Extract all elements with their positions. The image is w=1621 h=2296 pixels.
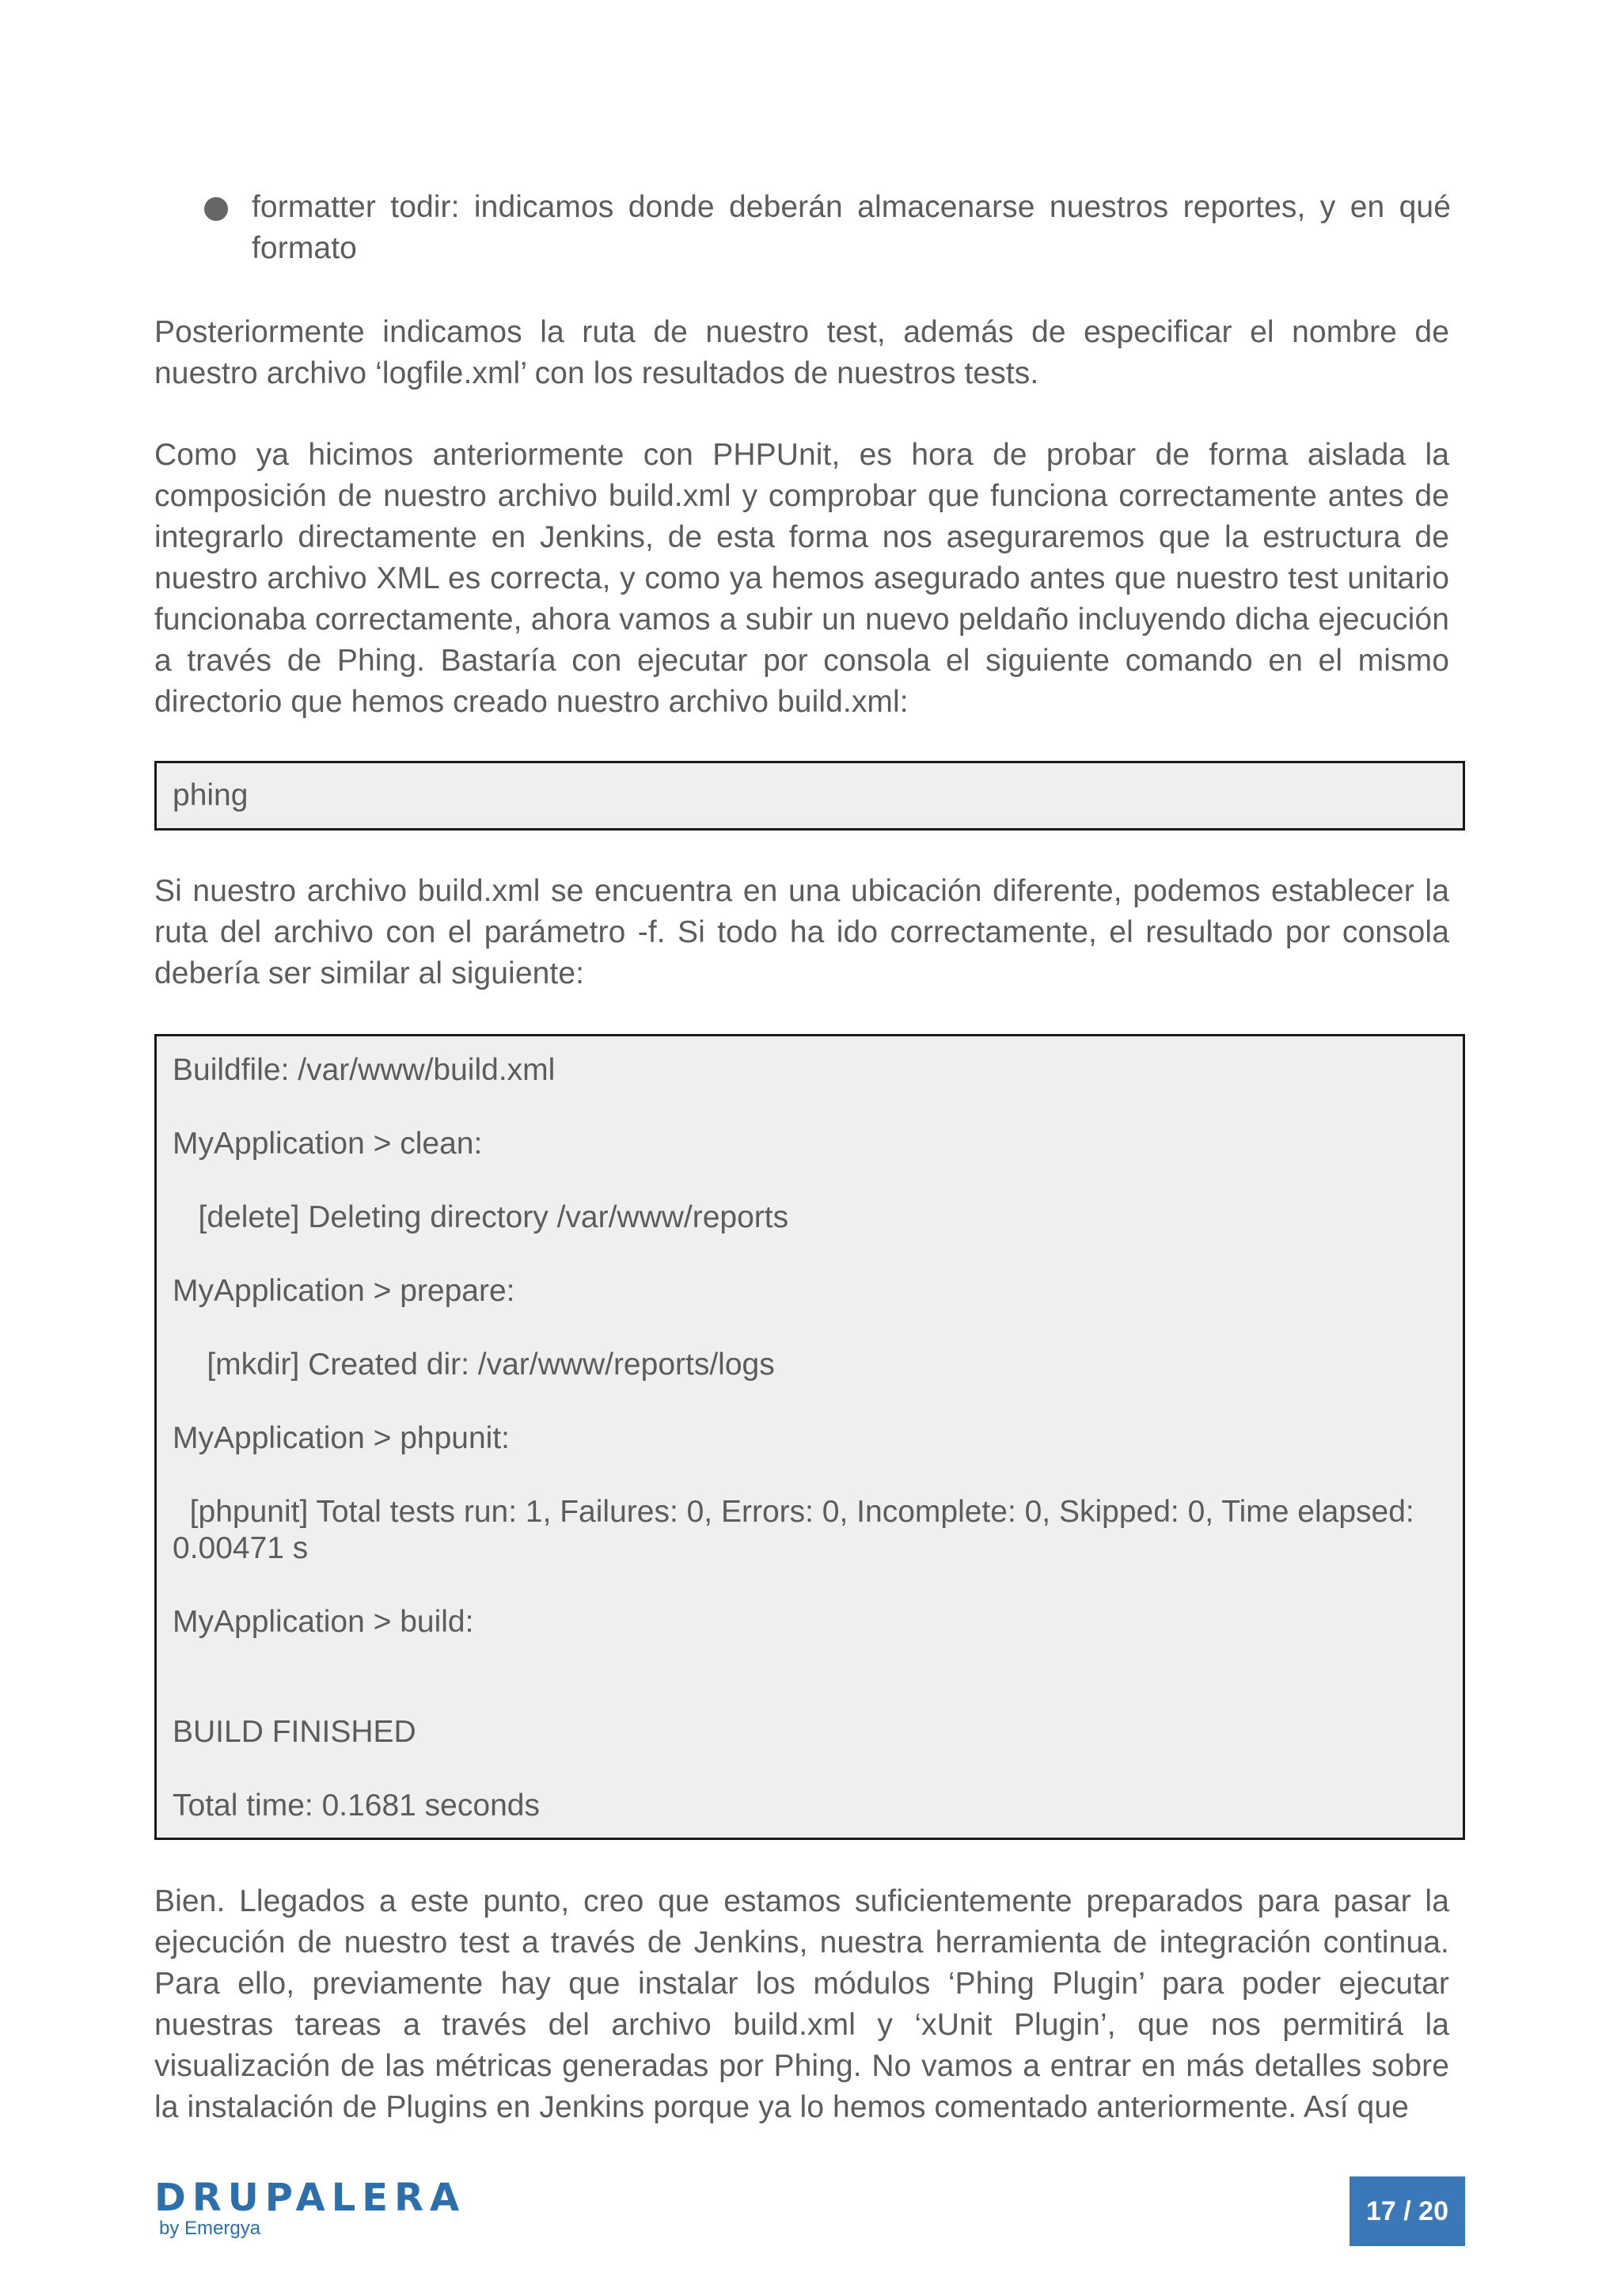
output-line-build-finished: BUILD FINISHED [173,1715,416,1749]
paragraph-phing-isolated: Como ya hicimos anteriormente con PHPUnit, es hora de probar de forma aislada la composición de nuestro archivo build.xml y comprobar que funciona correctamente antes de integrarlo directamente en Jenkins, de esta forma nos aseguraremos que la estructura de nuestro archivo XML es correcta, y como ya hemos asegurado antes que nuestro test unitario funcionaba correctamente, ahora vamos a subir un nuevo peldaño incluyendo dicha ejecución a través de Phing. Bastaría con ejecutar por consola el siguiente comando en el mismo directorio que hemos creado nuestro archivo build.xml: [154,438,1449,719]
output-line-phpunit-target: MyApplication > phpunit: [173,1421,511,1455]
output-line-phpunit-result: [phpunit] Total tests run: 1, Failures: 0, Errors: 0, Incomplete: 0, Skipped: 0, Time elapsed: 0.00471 s [173,1495,1423,1565]
output-line-total-time: Total time: 0.1681 seconds [173,1789,540,1823]
console-output-box [154,1034,1465,1840]
bullet-text: formatter todir: indicamos donde deberán almacenarse nuestros reportes, y en qué formato [252,190,1451,265]
output-line-mkdir: [mkdir] Created dir: /var/www/reports/logs [173,1348,775,1382]
output-line-buildfile: Buildfile: /var/www/build.xml [173,1053,556,1087]
drupalera-logo [154,2177,465,2239]
logo-subtitle: by Emergya [159,2218,261,2239]
paragraph-jenkins-plugins: Bien. Llegados a este punto, creo que estamos suficientemente preparados para pasar la ejecución de nuestro test a través de Jenkins, nuestra herramienta de integración continua. Para ello, previamente hay que instalar los módulos ‘Phing Plugin’ para poder ejecutar nuestras tareas a través del archivo build.xml y ‘xUnit Plugin’, que nos permitirá la visualización de las métricas generadas por Phing. No vamos a entrar en más detalles sobre la instalación de Plugins en Jenkins porque ya lo hemos comentado anteriormente. Así que [154,1884,1449,2124]
paragraph-build-location: Si nuestro archivo build.xml se encuentra en una ubicación diferente, podemos establecer la ruta del archivo con el parámetro -f. Si todo ha ido correctamente, el resultado por consola debería ser similar al siguiente: [154,874,1449,990]
command-text: phing [173,778,249,812]
output-line-prepare: MyApplication > prepare: [173,1274,515,1308]
paragraph-test-path: Posteriormente indicamos la ruta de nuestro test, además de especificar el nombre de nuestro archivo ‘logfile.xml’ con los resultados de nuestros tests. [154,315,1449,390]
output-line-delete: [delete] Deleting directory /var/www/reports [173,1200,789,1234]
logo-wordmark: DRUPALERA [154,2176,466,2220]
output-line-clean: MyApplication > clean: [173,1127,483,1161]
page-number-badge: 17 / 20 [1350,2176,1465,2246]
output-line-build: MyApplication > build: [173,1605,474,1639]
command-box [154,761,1465,831]
bullet-dot-icon [204,197,228,221]
